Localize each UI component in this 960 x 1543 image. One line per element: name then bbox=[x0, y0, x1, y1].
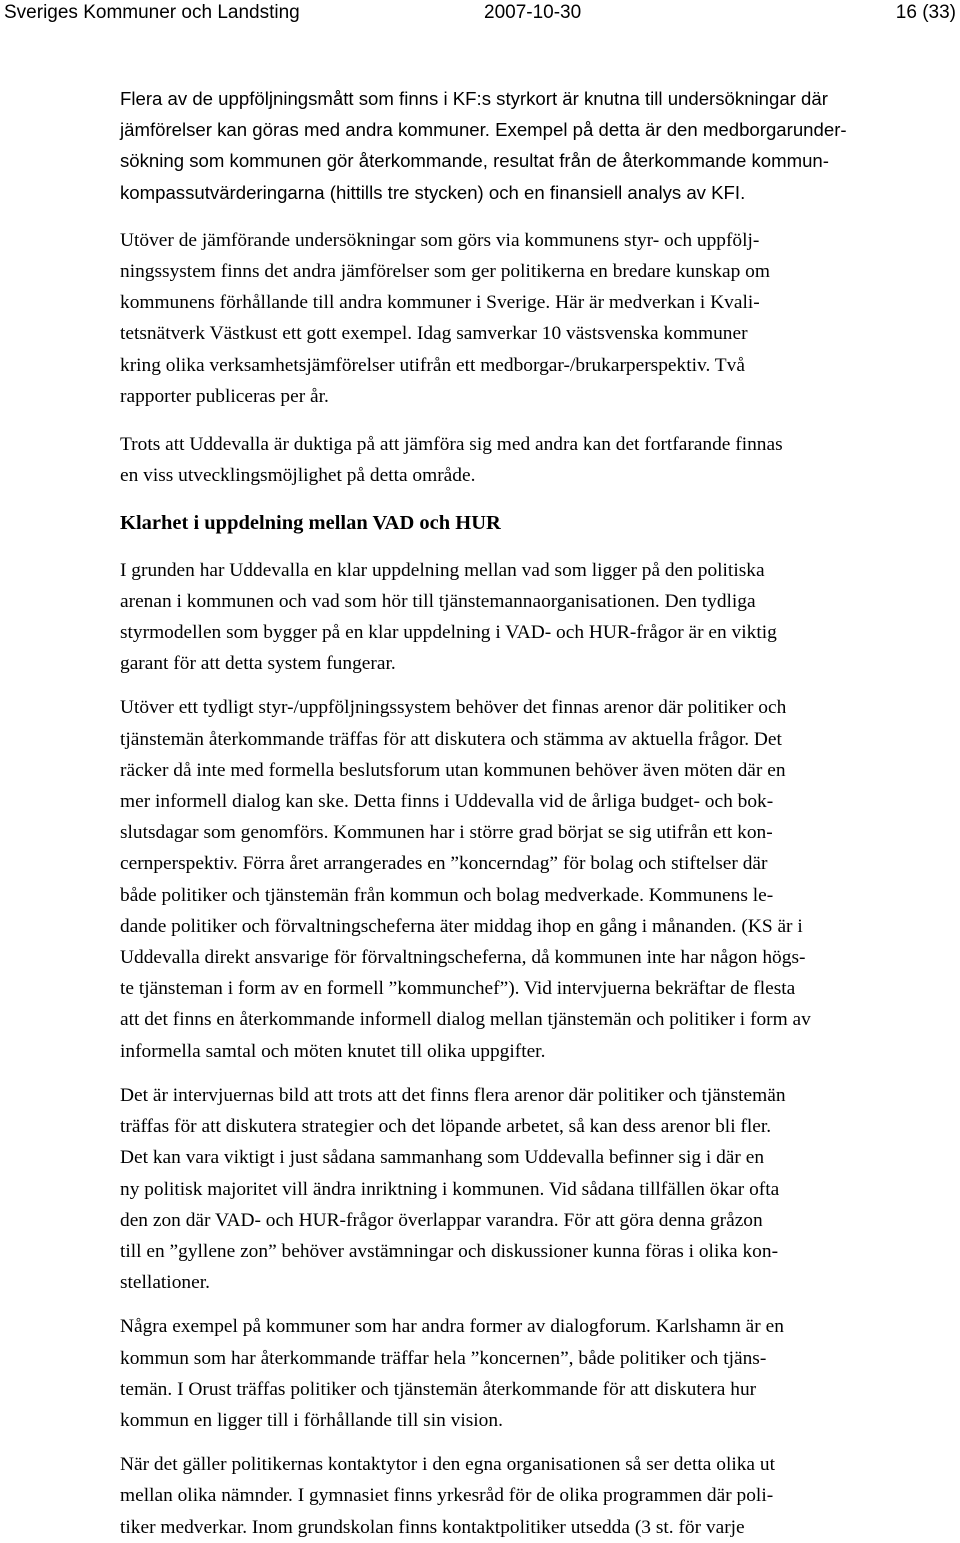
text-line: att det finns en återkommande informell dialog mellan tjänstemän och politiker i form av bbox=[120, 1009, 811, 1031]
header-page-number: 16 (33) bbox=[895, 2, 956, 23]
text-line: dande politiker och förvaltningscheferna äter middag ihop en gång i månanden. (KS är i bbox=[120, 915, 803, 937]
page-header bbox=[0, 0, 960, 28]
text-line: träffas för att diskutera strategier och det löpande arbetet, så kan dess arenor bli fler. bbox=[120, 1116, 772, 1138]
text-line: tjänstemän återkommande träffas för att diskutera och stämma av aktuella frågor. Det bbox=[120, 728, 782, 750]
text-line: Flera av de uppföljningsmått som finns i KF:s styrkort är knutna till undersökningar där bbox=[120, 88, 828, 109]
text-line: rapporter publiceras per år. bbox=[120, 385, 329, 407]
section-heading: Klarhet i uppdelning mellan VAD och HUR bbox=[120, 512, 501, 535]
text-line: informella samtal och möten knutet till olika uppgifter. bbox=[120, 1040, 546, 1062]
paragraph-8 bbox=[120, 1449, 920, 1543]
text-line: till en ”gyllene zon” behöver avstämningar och diskussioner kunna föras i olika kon- bbox=[120, 1240, 779, 1262]
text-line: jämförelser kan göras med andra kommuner. Exempel på detta är den medborgarunder- bbox=[120, 119, 847, 141]
text-line: kommunens förhållande till andra kommuner i Sverige. Här är medverkan i Kvali- bbox=[120, 292, 760, 314]
text-line: tetsnätverk Västkust ett gott exempel. Idag samverkar 10 västsvenska kommuner bbox=[120, 323, 748, 345]
text-line: kommun som har återkommande träffar hela ”koncernen”, både politiker och tjäns- bbox=[120, 1347, 767, 1369]
text-line: kompassutvärderingarna (hittills tre stycken) och en finansiell analys av KFI. bbox=[120, 181, 746, 203]
document-body bbox=[120, 83, 920, 1543]
paragraph-4 bbox=[120, 555, 920, 680]
text-line: garant för att detta system fungerar. bbox=[120, 653, 396, 675]
text-line: sökning som kommunen gör återkommande, resultat från de återkommande kommun- bbox=[120, 150, 829, 172]
text-line: Det är intervjuernas bild att trots att det finns flera arenor där politiker och tjänstemän bbox=[120, 1084, 786, 1106]
text-line: mellan olika nämnder. I gymnasiet finns yrkesråd för de olika programmen där poli- bbox=[120, 1485, 774, 1507]
text-line: kring olika verksamhetsjämförelser utifrån ett medborgar-/brukarperspektiv. Två bbox=[120, 354, 745, 376]
text-line: arenan i kommunen och vad som hör till tjänstemannaorganisationen. Den tydliga bbox=[120, 590, 756, 612]
text-line: kommun en ligger till i förhållande till sin vision. bbox=[120, 1409, 503, 1431]
text-line: Det kan vara viktigt i just sådana sammanhang som Uddevalla befinner sig i där en bbox=[120, 1147, 765, 1169]
text-line: tiker medverkar. Inom grundskolan finns kontaktpolitiker utsedda (3 st. för varje bbox=[120, 1516, 745, 1538]
text-line: När det gäller politikernas kontaktytor i den egna organisationen så ser detta olika ut bbox=[120, 1454, 775, 1476]
text-line: Trots att Uddevalla är duktiga på att jämföra sig med andra kan det fortfarande finnas bbox=[120, 434, 783, 456]
text-line: Uddevalla direkt ansvarige för förvaltningscheferna, då kommunen inte har någon högs- bbox=[120, 947, 806, 969]
text-line: stellationer. bbox=[120, 1272, 210, 1294]
text-line: den zon där VAD- och HUR-frågor överlappar varandra. För att göra denna gråzon bbox=[120, 1209, 763, 1231]
text-line: I grunden har Uddevalla en klar uppdelning mellan vad som ligger på den politiska bbox=[120, 559, 765, 581]
header-date: 2007-10-30 bbox=[484, 2, 582, 23]
paragraph-3 bbox=[120, 429, 920, 491]
paragraph-1 bbox=[120, 83, 920, 208]
text-line: te tjänsteman i form av en formell ”kommunchef”). Vid intervjuerna bekräftar de flesta bbox=[120, 978, 796, 1000]
text-line: slutsdagar som genomförs. Kommunen har i större grad börjat se sig utifrån ett kon- bbox=[120, 822, 773, 844]
text-line: både politiker och tjänstemän från kommun och bolag medverkade. Kommunens le- bbox=[120, 884, 774, 906]
text-line: ny politisk majoritet vill ändra inriktning i kommunen. Vid sådana tillfällen ökar ofta bbox=[120, 1178, 780, 1200]
text-line: Utöver ett tydligt styr-/uppföljningssystem behöver det finnas arenor där politiker och bbox=[120, 697, 787, 719]
paragraph-5 bbox=[120, 692, 920, 1066]
text-line: Utöver de jämförande undersökningar som görs via kommunens styr- och uppfölj- bbox=[120, 229, 760, 251]
text-line: Några exempel på kommuner som har andra former av dialogforum. Karlshamn är en bbox=[120, 1316, 784, 1338]
paragraph-7 bbox=[120, 1311, 920, 1436]
text-line: en viss utvecklingsmöjlighet på detta område. bbox=[120, 465, 476, 487]
text-line: temän. I Orust träffas politiker och tjänstemän återkommande för att diskutera hur bbox=[120, 1378, 757, 1400]
text-line: räcker då inte med formella beslutsforum utan kommunen behöver även möten där en bbox=[120, 759, 786, 781]
text-line: styrmodellen som bygger på en klar uppdelning i VAD- och HUR-frågor är en viktig bbox=[120, 622, 777, 644]
header-organization: Sveriges Kommuner och Landsting bbox=[4, 2, 300, 23]
text-line: ningssystem finns det andra jämförelser som ger politikerna en bredare kunskap om bbox=[120, 261, 770, 283]
paragraph-2 bbox=[120, 225, 920, 412]
paragraph-6 bbox=[120, 1080, 920, 1298]
text-line: cernperspektiv. Förra året arrangerades en ”koncerndag” för bolag och stiftelser där bbox=[120, 853, 768, 875]
text-line: mer informell dialog kan ske. Detta finns i Uddevalla vid de årliga budget- och bok- bbox=[120, 791, 774, 813]
